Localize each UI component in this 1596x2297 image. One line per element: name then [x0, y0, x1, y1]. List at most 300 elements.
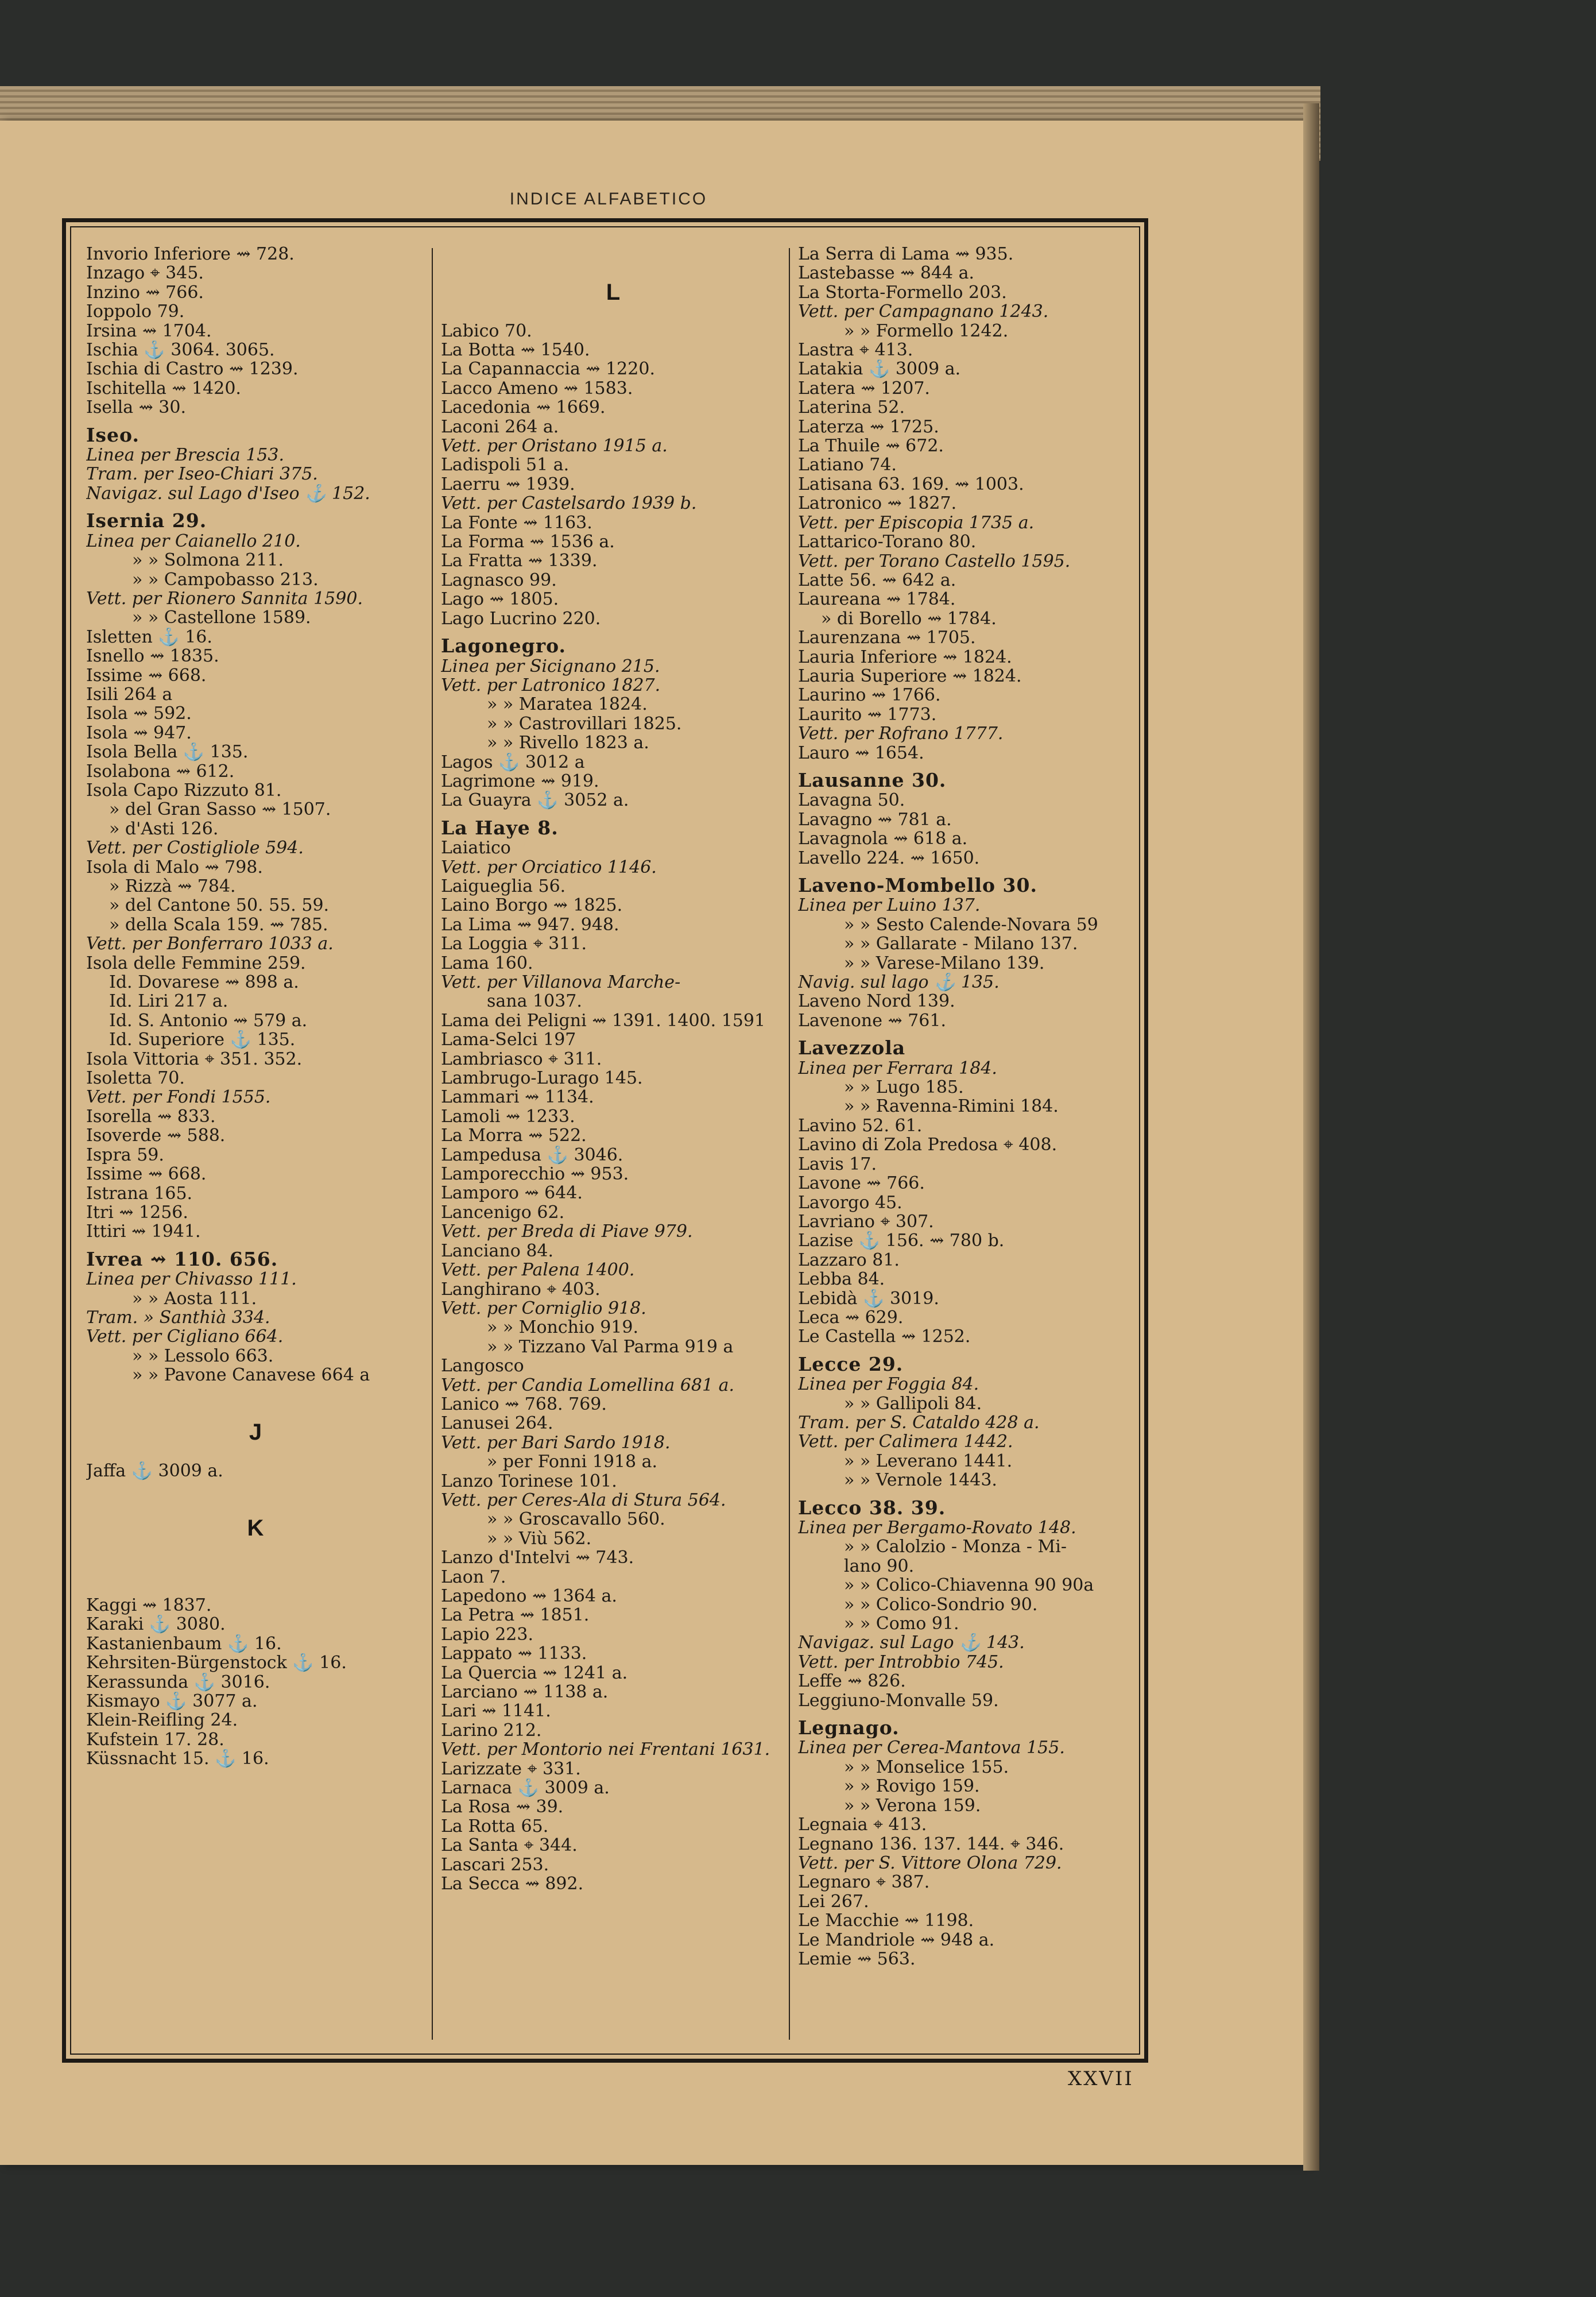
index-entry: [441, 791, 785, 810]
index-entry: [86, 915, 425, 934]
entry-text: Lapio 223.: [441, 1625, 534, 1645]
entry-text: Lavagno ⇝ 781 a.: [798, 810, 952, 830]
entry-text: » della Scala 159. ⇝ 785.: [109, 915, 328, 935]
index-entry: [441, 1260, 785, 1279]
index-entry: [798, 1327, 1142, 1346]
index-entry: [798, 705, 1142, 724]
index-entry: [441, 532, 785, 551]
entry-text: Lambrugo-Lurago 145.: [441, 1069, 643, 1088]
index-entry: [798, 436, 1142, 455]
entry-text: La Petra ⇝ 1851.: [441, 1606, 590, 1625]
entry-text: » » Maratea 1824.: [487, 695, 648, 714]
running-head: INDICE ALFABETICO: [509, 190, 708, 208]
index-entry: [798, 302, 1142, 321]
index-entry: [798, 1537, 1142, 1556]
entry-text: Lagrimone ⇝ 919.: [441, 771, 599, 791]
index-entry: [798, 1471, 1142, 1490]
index-entry: [441, 1491, 785, 1510]
entry-text: Küssnacht 15. ⚓ 16.: [86, 1749, 269, 1769]
entry-text: Klein-Reifling 24.: [86, 1711, 238, 1730]
index-entry: [86, 1184, 425, 1203]
index-entry: [798, 1394, 1142, 1413]
index-entry: [798, 973, 1142, 992]
entry-text: La Serra di Lama ⇝ 935.: [798, 245, 1014, 264]
entry-text: Tram. » Santhià 334.: [86, 1308, 270, 1328]
index-entry: [798, 1432, 1142, 1451]
entry-text: Id. S. Antonio ⇝ 579 a.: [109, 1011, 308, 1031]
entry-text: Lazzaro 81.: [798, 1250, 900, 1270]
index-entry: [798, 379, 1142, 398]
entry-text: Le Mandriole ⇝ 948 a.: [798, 1930, 995, 1950]
index-entry: [441, 772, 785, 791]
index-entry: [86, 245, 425, 264]
entry-text: Isoverde ⇝ 588.: [86, 1126, 226, 1146]
entry-text: » » Colico-Sondrio 90.: [844, 1595, 1038, 1615]
index-entry: [441, 1337, 785, 1356]
entry-text: Isola Vittoria ⌖ 351. 352.: [86, 1049, 303, 1069]
entry-text: Laurenzana ⇝ 1705.: [798, 628, 976, 648]
index-entry: [441, 1702, 785, 1720]
index-entry: [86, 1030, 425, 1049]
index-entry: [798, 1595, 1142, 1614]
entry-text: La Loggia ⌖ 311.: [441, 934, 587, 954]
entry-text: Lazise ⚓ 156. ⇝ 780 b.: [798, 1231, 1005, 1251]
entry-text: Linea per Ferrara 184.: [798, 1058, 997, 1078]
entry-text: Laerru ⇝ 1939.: [441, 474, 575, 494]
index-entry: [798, 744, 1142, 763]
entry-text: Vett. per Rionero Sannita 1590.: [86, 589, 363, 609]
entry-text: Larino 212.: [441, 1720, 542, 1741]
index-entry: [798, 1212, 1142, 1231]
index-entry: [86, 800, 425, 819]
index-entry: [441, 1568, 785, 1587]
index-entry: [441, 1356, 785, 1375]
entry-text: Laconi 264 a.: [441, 417, 559, 437]
entry-text: Vett. per Bari Sardo 1918.: [441, 1433, 671, 1453]
index-entry: [798, 1375, 1142, 1394]
index-entry: [798, 1452, 1142, 1471]
index-entry: [441, 676, 785, 695]
entry-text: Tram. per S. Cataldo 428 a.: [798, 1413, 1040, 1433]
entry-text: Kismayo ⚓ 3077 a.: [86, 1691, 258, 1711]
entry-text: » » Calolzio - Monza - Mi-: [844, 1537, 1067, 1557]
index-entry: [86, 283, 425, 302]
index-entry: [86, 1308, 425, 1327]
index-entry: [86, 1126, 425, 1145]
index-entry: [86, 838, 425, 857]
entry-text: Vett. per Introbbio 745.: [798, 1652, 1004, 1672]
entry-text: Vett. per Calimera 1442.: [798, 1432, 1013, 1452]
index-entry: [798, 1854, 1142, 1873]
entry-text: Kaggi ⇝ 1837.: [86, 1595, 212, 1615]
entry-text: » » Lessolo 663.: [132, 1346, 274, 1366]
index-entry: [441, 417, 785, 436]
entry-text: Isorella ⇝ 833.: [86, 1107, 216, 1127]
index-entry: [86, 446, 425, 465]
index-entry: [798, 1653, 1142, 1672]
index-entry: [86, 551, 425, 570]
entry-text: Lebba 84.: [798, 1270, 885, 1289]
index-entry: [441, 436, 785, 455]
index-entry: [798, 1413, 1142, 1432]
index-entry: [441, 322, 785, 341]
index-entry: [441, 590, 785, 609]
entry-text: Vett. per Episcopia 1735 a.: [798, 513, 1035, 533]
entry-text: Vett. per Castelsardo 1939 b.: [441, 494, 697, 513]
index-entry: [86, 858, 425, 877]
entry-text: Lambriasco ⌖ 311.: [441, 1049, 602, 1069]
index-entry: [798, 1950, 1142, 1969]
index-column-3: [798, 245, 1142, 2042]
entry-text: Navigaz. sul Lago ⚓ 143.: [798, 1633, 1025, 1653]
entry-text: La Storta-Formello 203.: [798, 283, 1007, 303]
entry-text: La Capannaccia ⇝ 1220.: [441, 359, 655, 379]
index-entry: [86, 896, 425, 915]
entry-text: Lavino di Zola Predosa ⌖ 408.: [798, 1135, 1057, 1155]
entry-text: Inzago ⌖ 345.: [86, 264, 204, 283]
entry-text: » » Monselice 155.: [844, 1757, 1009, 1777]
index-entry: [798, 1289, 1142, 1308]
entry-text: Lanzo Torinese 101.: [441, 1471, 617, 1491]
index-entry: [86, 647, 425, 666]
entry-text: Karaki ⚓ 3080.: [86, 1615, 226, 1634]
index-entry: [441, 1126, 785, 1145]
index-entry: [798, 1672, 1142, 1691]
entry-text: La Fratta ⇝ 1339.: [441, 551, 598, 571]
page-spine: [1303, 103, 1319, 2171]
entry-text: Larciano ⇝ 1138 a.: [441, 1683, 609, 1702]
entry-text: Id. Liri 217 a.: [109, 992, 228, 1011]
entry-text: Isoletta 70.: [86, 1069, 185, 1088]
entry-text: » per Fonni 1918 a.: [487, 1452, 658, 1472]
entry-text: La Guayra ⚓ 3052 a.: [441, 791, 629, 810]
index-entry: [86, 819, 425, 838]
index-entry: [441, 657, 785, 676]
index-entry: [798, 571, 1142, 590]
index-entry: [86, 743, 425, 761]
entry-text: La Secca ⇝ 892.: [441, 1874, 584, 1894]
entry-text: Vett. per Villanova Marche-: [441, 973, 681, 992]
entry-text: » » Formello 1242.: [844, 321, 1009, 341]
entry-text: Vett. per Costigliole 594.: [86, 838, 304, 858]
entry-text: Latakia ⚓ 3009 a.: [798, 359, 961, 379]
index-entry: [798, 915, 1142, 934]
index-heading: [441, 818, 785, 838]
entry-text: Istrana 165.: [86, 1184, 193, 1203]
entry-text: Latisana 63. 169. ⇝ 1003.: [798, 474, 1024, 494]
entry-text: » » Sesto Calende-Novara 59: [844, 915, 1098, 935]
index-entry: [86, 1596, 425, 1615]
index-entry: [441, 1529, 785, 1548]
index-entry: [86, 264, 425, 283]
entry-text: » » Como 91.: [844, 1614, 959, 1634]
entry-text: » » Castellone 1589.: [132, 608, 311, 628]
entry-text: Linea per Caianello 210.: [86, 531, 301, 551]
entry-text: La Morra ⇝ 522.: [441, 1126, 587, 1146]
index-entry: [441, 1395, 785, 1414]
index-entry: [441, 1836, 785, 1855]
entry-text: Linea per Foggia 84.: [798, 1375, 979, 1394]
index-entry: [798, 1911, 1142, 1930]
entry-text: Lappato ⇝ 1133.: [441, 1644, 587, 1664]
index-entry: [441, 1721, 785, 1740]
index-entry: [798, 1059, 1142, 1078]
index-entry: [441, 398, 785, 417]
entry-text: Isola delle Femmine 259.: [86, 953, 306, 973]
entry-text: Laveno Nord 139.: [798, 992, 955, 1011]
index-entry: [798, 810, 1142, 829]
entry-text: Lausanne 30.: [798, 770, 947, 791]
index-entry: [798, 264, 1142, 283]
entry-text: Vett. per Campagnano 1243.: [798, 302, 1049, 322]
entry-text: Kastanienbaum ⚓ 16.: [86, 1634, 282, 1654]
entry-text: Ischia ⚓ 3064. 3065.: [86, 341, 275, 360]
entry-text: Latte 56. ⇝ 642 a.: [798, 570, 956, 590]
entry-text: Vett. per Oristano 1915 a.: [441, 436, 668, 456]
index-entry: [441, 341, 785, 359]
entry-text: Labico 70.: [441, 321, 532, 341]
entry-text: » » Pavone Canavese 664 a: [132, 1366, 370, 1385]
index-entry: [441, 1740, 785, 1759]
index-entry: [798, 992, 1142, 1011]
index-entry: [441, 379, 785, 398]
entry-text: Navig. sul lago ⚓ 135.: [798, 973, 1000, 992]
entry-text: Lama 160.: [441, 953, 533, 973]
entry-text: Lebidà ⚓ 3019.: [798, 1289, 939, 1308]
index-entry: [86, 1289, 425, 1308]
index-entry: [86, 954, 425, 973]
index-entry: [798, 1193, 1142, 1212]
entry-text: Navigaz. sul Lago d'Iseo ⚓ 152.: [86, 484, 370, 504]
index-entry: [798, 1796, 1142, 1815]
entry-text: Leca ⇝ 629.: [798, 1308, 904, 1328]
entry-text: La Lima ⇝ 947. 948.: [441, 915, 619, 935]
entry-text: Isola ⇝ 947.: [86, 723, 192, 743]
index-entry: [798, 1738, 1142, 1757]
section-letter: J: [249, 1420, 262, 1445]
entry-text: Latronico ⇝ 1827.: [798, 494, 957, 513]
index-entry: [86, 1165, 425, 1184]
index-entry: [441, 455, 785, 474]
entry-text: Linea per Chivasso 111.: [86, 1270, 297, 1289]
entry-text: Lamoli ⇝ 1233.: [441, 1107, 575, 1127]
entry-text: Laurito ⇝ 1773.: [798, 705, 937, 725]
entry-text: Isili 264 a: [86, 685, 173, 705]
entry-text: Lattarico-Torano 80.: [798, 532, 977, 552]
entry-text: Lecce 29.: [798, 1354, 904, 1375]
entry-text: Lauria Inferiore ⇝ 1824.: [798, 647, 1012, 667]
entry-text: Lagonegro.: [441, 636, 567, 657]
index-entry: [86, 1673, 425, 1692]
entry-text: Inzino ⇝ 766.: [86, 283, 204, 303]
index-entry: [441, 753, 785, 772]
index-entry: [441, 973, 785, 992]
entry-text: » » Tizzano Val Parma 919 a: [487, 1337, 734, 1357]
entry-text: » » Solmona 211.: [132, 551, 284, 570]
index-entry: [86, 465, 425, 484]
index-entry: [86, 532, 425, 551]
index-entry: [441, 896, 785, 915]
index-entry: [86, 1270, 425, 1289]
index-entry: [798, 494, 1142, 513]
index-entry: [441, 695, 785, 714]
entry-text: » » Leverano 1441.: [844, 1451, 1013, 1471]
index-entry: [798, 1691, 1142, 1710]
entry-text: La Forma ⇝ 1536 a.: [441, 532, 615, 552]
entry-text: La Rotta 65.: [441, 1816, 549, 1836]
index-entry: [86, 724, 425, 743]
entry-text: Vett. per Palena 1400.: [441, 1260, 635, 1280]
entry-text: Linea per Cerea-Mantova 155.: [798, 1738, 1065, 1758]
entry-text: Isola di Malo ⇝ 798.: [86, 857, 263, 877]
index-entry: [441, 571, 785, 590]
entry-text: Lavino 52. 61.: [798, 1116, 923, 1136]
index-entry: [86, 666, 425, 685]
index-entry: [798, 1815, 1142, 1834]
entry-text: Lascari 253.: [441, 1855, 549, 1875]
entry-text: Leggiuno-Monvalle 59.: [798, 1691, 999, 1711]
index-entry: [86, 322, 425, 341]
index-entry: [441, 1817, 785, 1836]
index-entry: [86, 1366, 425, 1385]
entry-text: » del Cantone 50. 55. 59.: [109, 896, 330, 915]
entry-text: Lapedono ⇝ 1364 a.: [441, 1587, 617, 1606]
index-entry: [441, 494, 785, 513]
entry-text: » » Campobasso 213.: [132, 570, 319, 589]
entry-text: Lammari ⇝ 1134.: [441, 1088, 594, 1107]
index-entry: [798, 475, 1142, 494]
index-entry: [441, 475, 785, 494]
section-letter: K: [247, 1515, 264, 1541]
index-entry: [86, 1461, 425, 1480]
index-entry: [86, 379, 425, 398]
index-entry: [441, 1433, 785, 1452]
index-heading: [798, 1355, 1142, 1375]
index-entry: [798, 849, 1142, 868]
entry-text: Issime ⇝ 668.: [86, 1165, 207, 1184]
entry-text: Latiano 74.: [798, 455, 897, 475]
index-entry: [798, 1116, 1142, 1135]
index-entry: [441, 1874, 785, 1893]
entry-text: Lancenigo 62.: [441, 1202, 565, 1223]
index-entry: [798, 398, 1142, 417]
entry-text: Ischia di Castro ⇝ 1239.: [86, 359, 299, 379]
index-entry: [441, 1376, 785, 1395]
index-entry: [798, 1758, 1142, 1777]
entry-text: Larizzate ⌖ 331.: [441, 1759, 581, 1779]
entry-text: Larnaca ⚓ 3009 a.: [441, 1778, 610, 1798]
entry-text: Laigueglia 56.: [441, 876, 566, 896]
index-entry: [441, 1548, 785, 1567]
entry-text: Lastra ⌖ 413.: [798, 341, 913, 360]
entry-text: Isola Bella ⚓ 135.: [86, 743, 249, 762]
index-entry: [441, 1664, 785, 1683]
index-entry: [798, 1155, 1142, 1174]
entry-text: Vett. per Montorio nei Frentani 1631.: [441, 1740, 770, 1760]
index-entry: [441, 1472, 785, 1491]
entry-text: Laveno-Mombello 30.: [798, 876, 1037, 896]
entry-text: Laterina 52.: [798, 398, 905, 417]
index-entry: [441, 1606, 785, 1625]
entry-text: Invorio Inferiore ⇝ 728.: [86, 245, 295, 264]
entry-text: » » Lugo 185.: [844, 1078, 964, 1097]
index-entry: [798, 829, 1142, 848]
entry-text: La Santa ⌖ 344.: [441, 1836, 578, 1855]
entry-text: Ladispoli 51 a.: [441, 455, 570, 475]
entry-text: Legnaia ⌖ 413.: [798, 1815, 927, 1835]
entry-text: Isolabona ⇝ 612.: [86, 761, 235, 781]
index-entry: [86, 302, 425, 321]
index-heading: [798, 1498, 1142, 1518]
index-entry: [86, 934, 425, 953]
index-entry: [86, 1107, 425, 1126]
index-column-1: [86, 245, 425, 2042]
section-letter: L: [606, 279, 621, 305]
entry-text: La Botta ⇝ 1540.: [441, 341, 590, 360]
index-entry: [86, 973, 425, 992]
index-entry: [441, 1146, 785, 1165]
index-entry: [441, 858, 785, 877]
index-entry: [441, 1797, 785, 1816]
entry-text: Kufstein 17. 28.: [86, 1730, 224, 1750]
index-column-2: [441, 245, 785, 2042]
index-entry: [441, 1855, 785, 1874]
index-heading: [798, 1718, 1142, 1738]
index-entry: [798, 896, 1142, 915]
index-entry: [86, 877, 425, 896]
entry-text: Lavis 17.: [798, 1154, 877, 1174]
index-entry: [86, 1711, 425, 1730]
index-entry: [86, 1327, 425, 1346]
index-entry: [798, 532, 1142, 551]
index-entry: [798, 1614, 1142, 1633]
entry-text: Linea per Brescia 153.: [86, 446, 284, 465]
index-heading: [86, 426, 425, 446]
index-entry: [86, 685, 425, 704]
index-entry: [798, 1231, 1142, 1250]
index-entry: [798, 1892, 1142, 1911]
entry-text: Linea per Sicignano 215.: [441, 656, 660, 676]
index-entry: [798, 1557, 1142, 1576]
entry-text: » d'Asti 126.: [109, 819, 219, 839]
index-entry: [441, 1510, 785, 1529]
entry-text: Irsina ⇝ 1704.: [86, 321, 212, 341]
index-entry: [798, 322, 1142, 341]
page-number: XXVII: [1068, 2067, 1134, 2090]
entry-text: Vett. per Bonferraro 1033 a.: [86, 934, 334, 954]
entry-text: Lama dei Peligni ⇝ 1391. 1400. 1591: [441, 1011, 766, 1031]
entry-text: » » Varese-Milano 139.: [844, 953, 1045, 973]
entry-text: Leffe ⇝ 826.: [798, 1672, 906, 1691]
index-entry: [441, 1587, 785, 1606]
index-entry: [798, 1174, 1142, 1193]
entry-text: Lama-Selci 197: [441, 1030, 576, 1050]
entry-text: » » Gallarate - Milano 137.: [844, 934, 1078, 954]
entry-text: Iseo.: [86, 425, 140, 446]
index-entry: [441, 359, 785, 378]
entry-text: Lauro ⇝ 1654.: [798, 743, 924, 763]
index-heading: [86, 1250, 425, 1270]
index-entry: [798, 686, 1142, 705]
entry-text: Latera ⇝ 1207.: [798, 378, 930, 399]
index-entry: [798, 1270, 1142, 1289]
entry-text: Vett. per Orciatico 1146.: [441, 857, 657, 877]
index-entry: [441, 1203, 785, 1222]
index-entry: [441, 1222, 785, 1241]
index-entry: [798, 724, 1142, 743]
index-entry: [798, 1873, 1142, 1892]
entry-text: Kerassunda ⚓ 3016.: [86, 1672, 270, 1692]
